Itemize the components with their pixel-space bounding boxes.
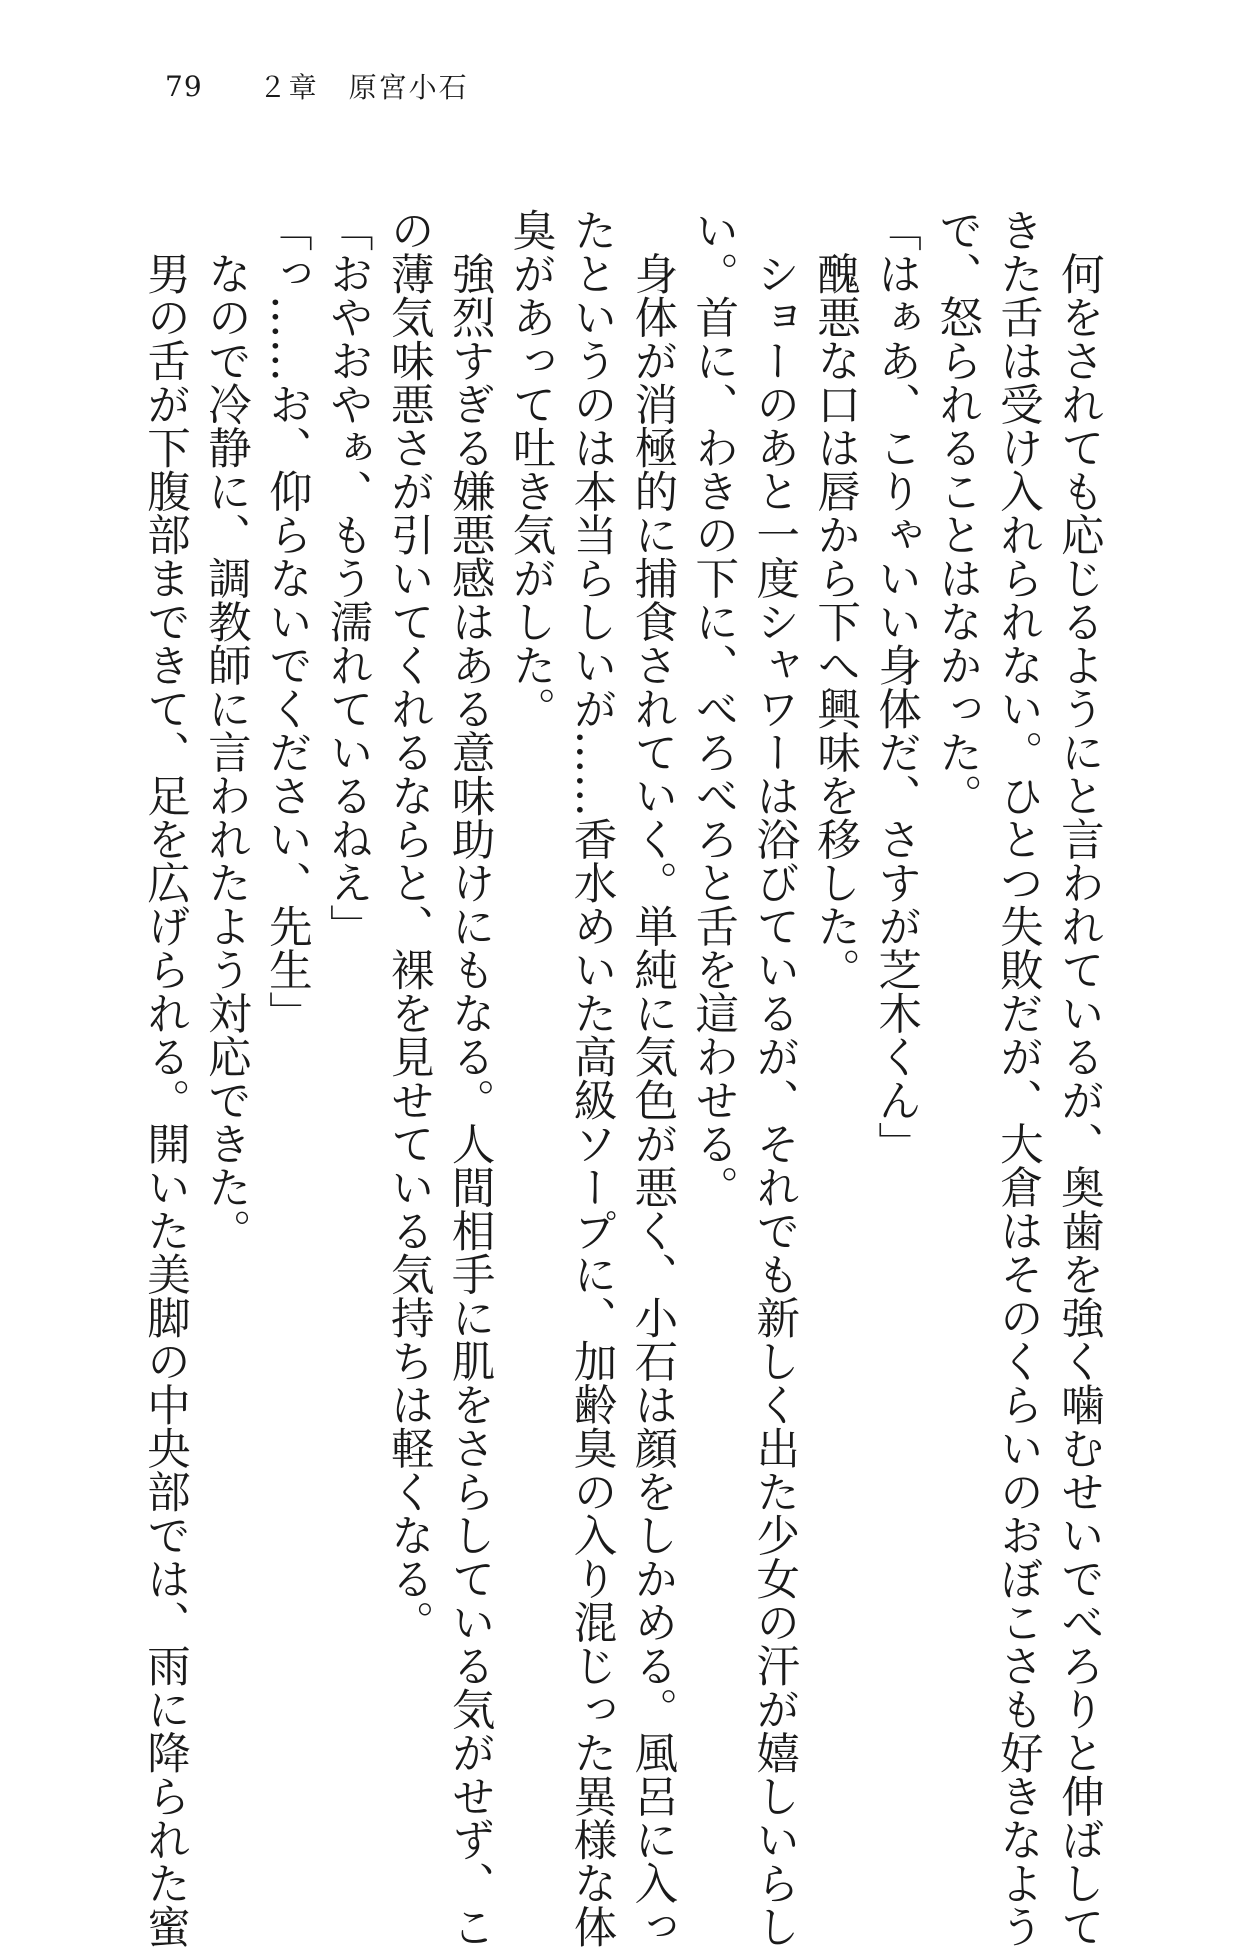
text-line: 男の舌が下腹部まできて、足を広げられる。開いた美脚の中央部では、雨に降られた蜜 bbox=[140, 208, 190, 1948]
text-line: で、怒られることはなかった。 bbox=[931, 208, 982, 817]
running-header bbox=[165, 66, 469, 106]
text-line: きた舌は受け入れられない。ひとつ失敗だが、大倉はそのくらいのおぼこさも好きなよう bbox=[992, 208, 1043, 1948]
text-line: 「っ……お、仰らないでください、先生」 bbox=[261, 208, 312, 1035]
page-number: 79 bbox=[165, 69, 203, 103]
vertical-text-body bbox=[140, 208, 1104, 1948]
text-line: の薄気味悪さが引いてくれるならと、裸を見せている気持ちは軽くなる。 bbox=[383, 208, 434, 1644]
chapter-title: ２章 原宮小石 bbox=[258, 71, 469, 104]
text-line: 醜悪な口は唇から下へ興味を移した。 bbox=[810, 208, 861, 991]
text-line: 何をされても応じるようにと言われているが、奥歯を強く噛むせいでべろりと伸ばして bbox=[1053, 208, 1104, 1948]
text-line: い。首に、わきの下に、べろべろと舌を這わせる。 bbox=[688, 208, 739, 1209]
text-line: 強烈すぎる嫌悪感はある意味助けにもなる。人間相手に肌をさらしている気がせず、こ bbox=[444, 208, 495, 1948]
text-line: ショーのあと一度シャワーは浴びているが、それでも新しく出た少女の汗が嬉しいらし bbox=[749, 208, 800, 1948]
text-line: 「おやおやぁ、もう濡れているねえ」 bbox=[322, 208, 373, 948]
text-line: 臭があって吐き気がした。 bbox=[505, 208, 556, 730]
text-line: 身体が消極的に捕食されていく。単純に気色が悪く、小石は顔をしかめる。風呂に入っ bbox=[627, 208, 678, 1948]
text-line: 「はぁあ、こりゃいい身体だ、さすが芝木くん」 bbox=[871, 208, 922, 1165]
text-line: なので冷静に、調教師に言われたよう対応できた。 bbox=[200, 208, 251, 1252]
text-line: たというのは本当らしいが……香水めいた高級ソープに、加齢臭の入り混じった異様な体 bbox=[566, 208, 617, 1948]
